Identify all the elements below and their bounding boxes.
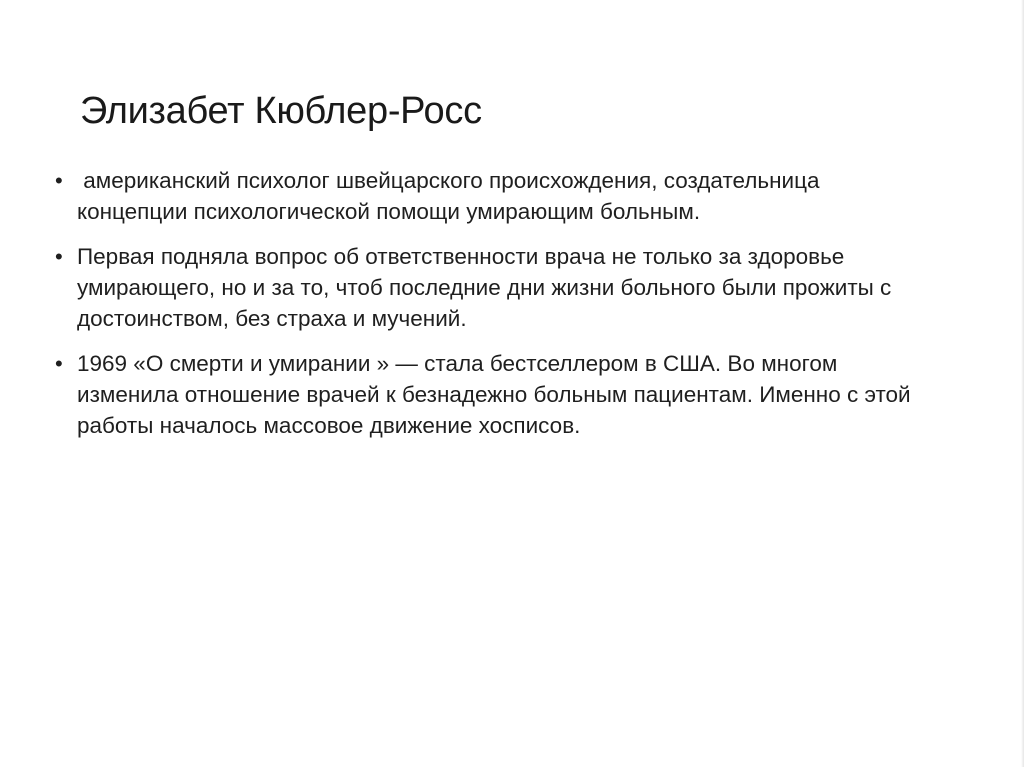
slide-title: Элизабет Кюблер-Росс [80,90,482,132]
bullet-item-1 [55,165,935,227]
bullet-icon: • [55,351,63,376]
bullet-text: 1969 «О смерти и умирании » — стала бестселлером в США. Во многом изменила отношение врачей к безнадежно больным пациентам. Именно с этой работы началось массовое движение хосписов. [77,351,911,438]
bullet-list [55,165,935,455]
bullet-text: Первая подняла вопрос об ответственности врача не только за здоровье умирающего, но и за то, чтоб последние дни жизни больного были прожиты с достоинством, без страха и мучений. [77,244,892,331]
bullet-text: американский психолог швейцарского происхождения, создательница концепции психологической помощи умирающим больным. [77,168,826,224]
bullet-icon: • [55,168,63,193]
bullet-item-3 [55,348,935,441]
bullet-item-2 [55,241,935,334]
bullet-icon: • [55,244,63,269]
